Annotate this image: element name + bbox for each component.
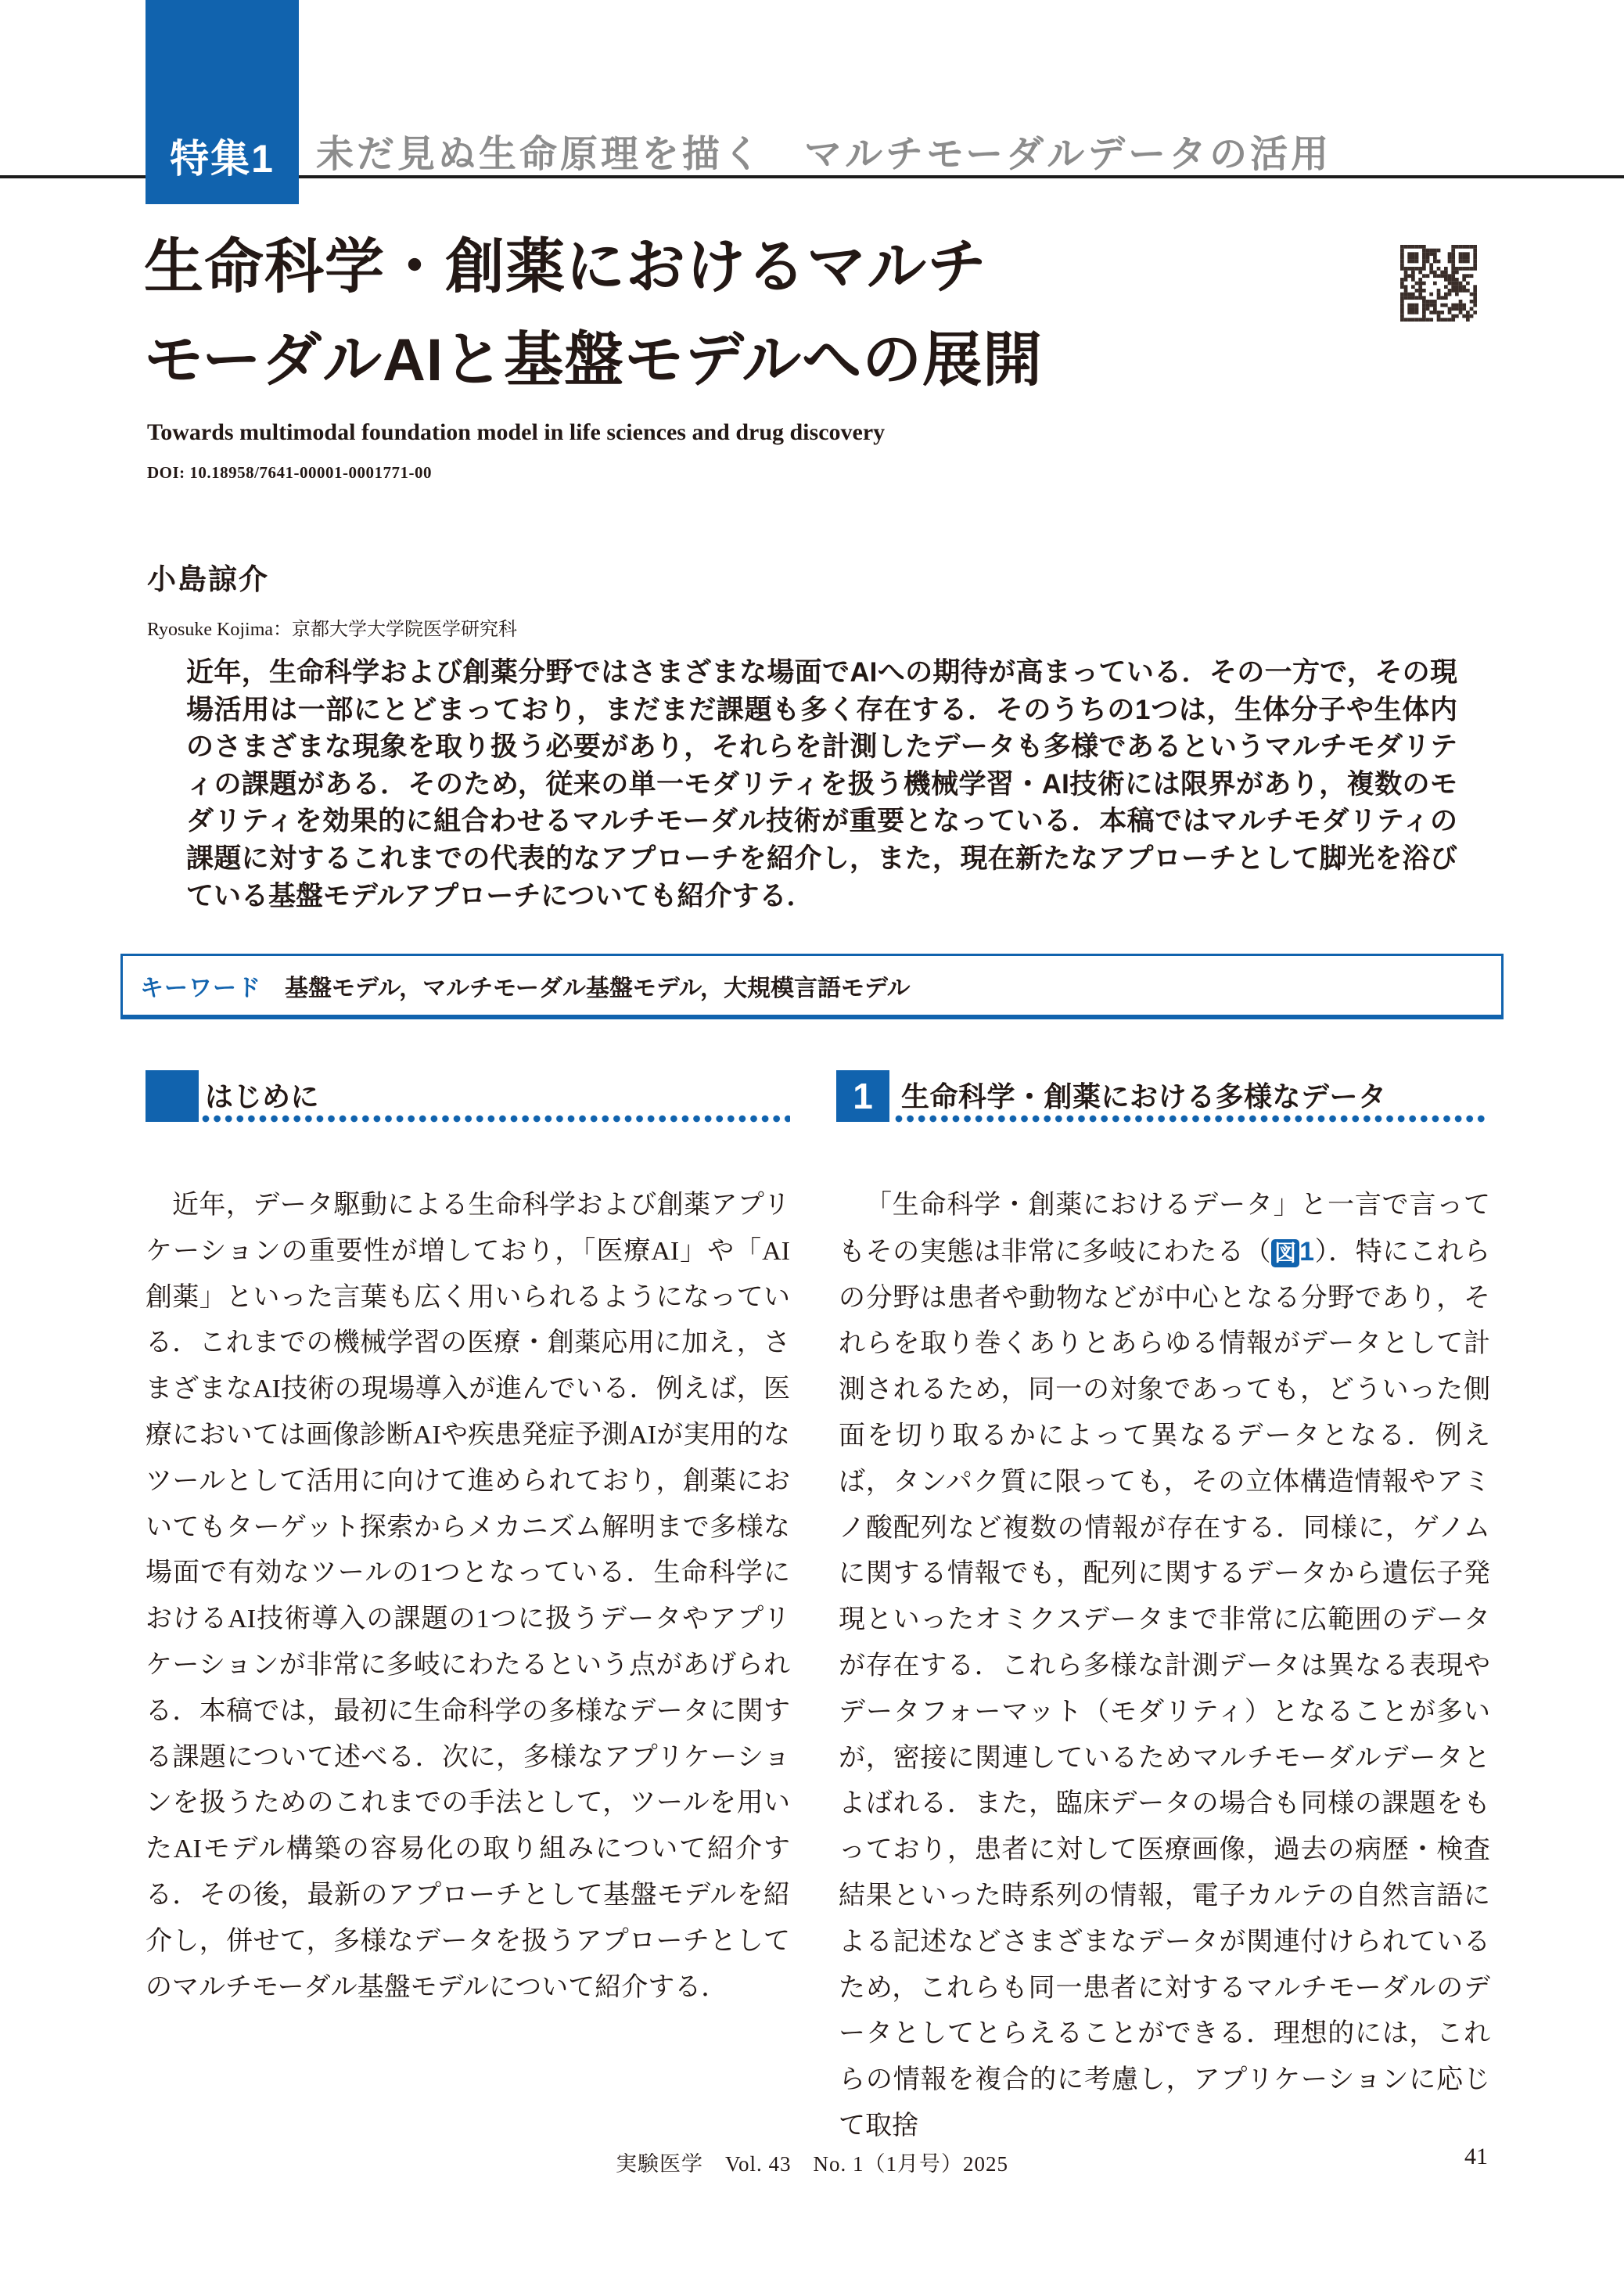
section1-text-after-figref: ）．特にこれらの分野は患者や動物などが中心となる分野であり，それらを取り巻くありとあらゆる情報がデータとして計測されるため，同一の対象であっても，どういった側面を切り取るかによって異なるデータとなる．例えば，タンパク質に限っても，その立体構造情報やアミノ酸配列など複数の情報が存在する．同様に，ゲノムに関する情報でも，配列に関するデータから遺伝子発現といったオミクスデータまで非常に広範囲のデータが存在する．これら多様な計測データは異なる表現やデータフォーマット（モダリティ）となることが多いが，密接に関連しているためマルチモーダルデータとよばれる．また，臨床データの場合も同様の課題をもっており，患者に対して医療画像，過去の病歴・検査結果といった時系列の情報，電子カルテの自然言語による記述などさまざまなデータが関連付けられているため，これらも同一患者に対するマルチモーダルのデータとしてとらえることができる．理想的には，これらの情報を複合的に考慮し，アプリケーションに応じて取捨 — [839, 1237, 1491, 2140]
section1-number: 1 — [853, 1076, 873, 1116]
english-subtitle: Towards multimodal foundation model in life sciences and drug discovery — [147, 419, 886, 445]
section1-heading: 生命科学・創薬における多様なデータ — [901, 1080, 1387, 1112]
feature-title: 未だ見ぬ生命原理を描く マルチモーダルデータの活用 — [316, 134, 1332, 175]
keywords-label: キーワード — [140, 975, 261, 1001]
qr-code-icon — [1400, 245, 1477, 322]
section-intro-heading: はじめに — [205, 1080, 320, 1112]
footer-page-number: 41 — [1464, 2144, 1488, 2169]
section1-text-before-figref: 「生命科学・創薬におけるデータ」と一言で言ってもその実態は非常に多岐にわたる（ — [839, 1191, 1490, 1267]
section-intro-dotted-rule — [202, 1115, 790, 1123]
section-intro-marker — [146, 1070, 199, 1122]
abstract-paragraph: 近年，生命科学および創薬分野ではさまざまな場面でAIへの期待が高まっている．その一方で，その現場活用は一部にとどまっており，まだまだ課題も多く存在する．そのうちの1つは，生体分子や生体内のさまざまな現象を取り扱う必要があり，それらを計測したデータも多様であるというマルチモダリティの課題がある．そのため，従来の単一モダリティを扱う機械学習・AI技術には限界があり，複数のモダリティを効果的に組合わせるマルチモーダル技術が重要となっている．本稿ではマルチモダリティの課題に対するこれまでの代表的なアプローチを紹介し，また，現在新たなアプローチとして脚光を浴びている基盤モデルアプローチについても紹介する． — [186, 657, 1457, 911]
keywords-list: 基盤モデル，マルチモーダル基盤モデル，大規模言語モデル — [285, 975, 911, 1001]
figure1-reference-icon: 図 — [1271, 1239, 1299, 1267]
article-title — [144, 221, 1043, 407]
footer-journal-line: 実験医学 Vol. 43 No. 1（1月号）2025 — [615, 2152, 1009, 2176]
section-intro-paragraph: 近年，データ駆動による生命科学および創薬アプリケーションの重要性が増しており，「医療AI」や「AI創薬」といった言葉も広く用いられるようになっている．これまでの機械学習の医療・創薬応用に加え，さまざまなAI技術の現場導入が進んでいる．例えば，医療においては画像診断AIや疾患発症予測AIが実用的なツールとして活用に向けて進められており，創薬においてもターゲット探索からメカニズム解明まで多様な場面で有効なツールの1つとなっている．生命科学におけるAI技術導入の課題の1つに扱うデータやアプリケーションが非常に多岐にわたるという点があげられる．本稿では，最初に生命科学の多様なデータに関する課題について述べる．次に，多様なアプリケーションを扱うためのこれまでの手法として，ツールを用いたAIモデル構築の容易化の取り組みについて紹介する．その後，最新のアプローチとして基盤モデルを紹介し，併せて，多様なデータを扱うアプローチとしてのマルチモーダル基盤モデルについて紹介する． — [146, 1191, 790, 2002]
section1-marker — [836, 1070, 889, 1122]
section1-paragraph — [839, 1183, 1490, 2150]
figure1-reference-number: 1 — [1299, 1236, 1315, 1267]
author-name: 小島諒介 — [147, 563, 269, 595]
author-affiliation: Ryosuke Kojima：京都大学大学院医学研究科 — [147, 620, 518, 640]
article-title-line1: 生命科学・創薬におけるマルチ — [144, 234, 987, 300]
feature-label: 特集1 — [170, 137, 275, 181]
feature-badge — [146, 0, 299, 204]
keywords-box — [120, 954, 1504, 1019]
doi-text: DOI: 10.18958/7641-00001-0001771-00 — [147, 463, 432, 482]
article-title-line2: モーダルAIと基盤モデルへの展開 — [144, 327, 1044, 394]
section1-dotted-rule — [895, 1115, 1488, 1123]
